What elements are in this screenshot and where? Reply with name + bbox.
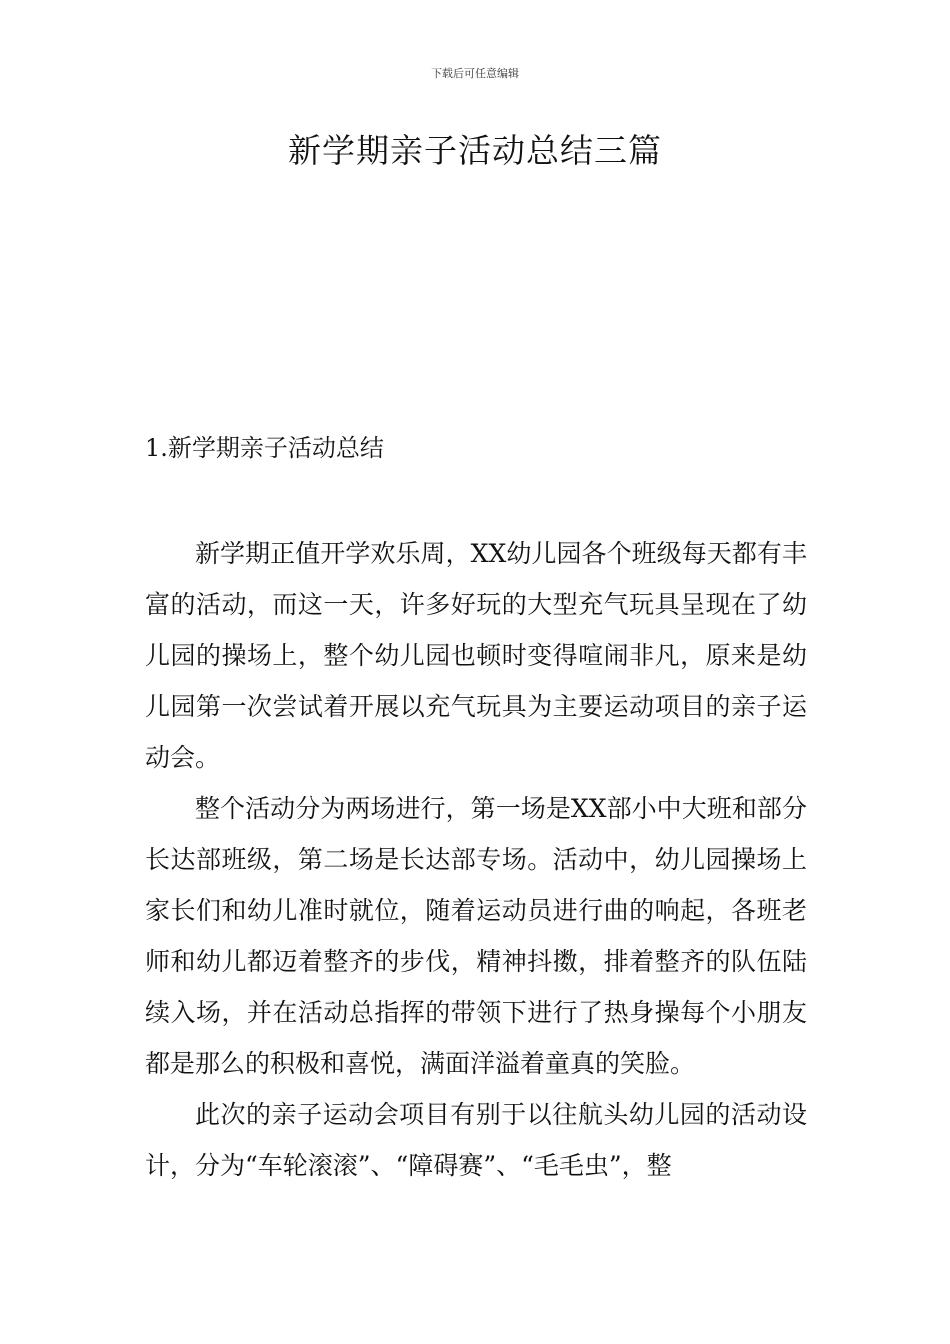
document-title: 新学期亲子活动总结三篇 bbox=[288, 131, 662, 170]
paragraph-3: 此次的亲子运动会项目有别于以往航头幼儿园的活动设计，分为“车轮滚滚”、“障碍赛”、“毛毛虫”，整 bbox=[145, 1100, 807, 1180]
section-heading: 1.新学期亲子活动总结 bbox=[145, 434, 384, 462]
paragraph-2: 整个活动分为两场进行，第一场是XX部小中大班和部分长达部班级，第二场是长达部专场。活动中，幼儿园操场上家长们和幼儿准时就位，随着运动员进行曲的响起，各班老师和幼儿都迈着整齐的步伐，精神抖擞，排着整齐的队伍陆续入场，并在活动总指挥的带领下进行了热身操每个小朋友都是那么的积极和喜悦，满面洋溢着童真的笑脸。 bbox=[145, 794, 807, 1078]
body-text bbox=[145, 528, 807, 1191]
paragraph-1: 新学期正值开学欢乐周，XX幼儿园各个班级每天都有丰富的活动，而这一天，许多好玩的大型充气玩具呈现在了幼儿园的操场上，整个幼儿园也顿时变得喧闹非凡，原来是幼儿园第一次尝试着开展以充气玩具为主要运动项目的亲子运动会。 bbox=[145, 539, 807, 772]
header-note: 下载后可任意编辑 bbox=[431, 67, 519, 80]
